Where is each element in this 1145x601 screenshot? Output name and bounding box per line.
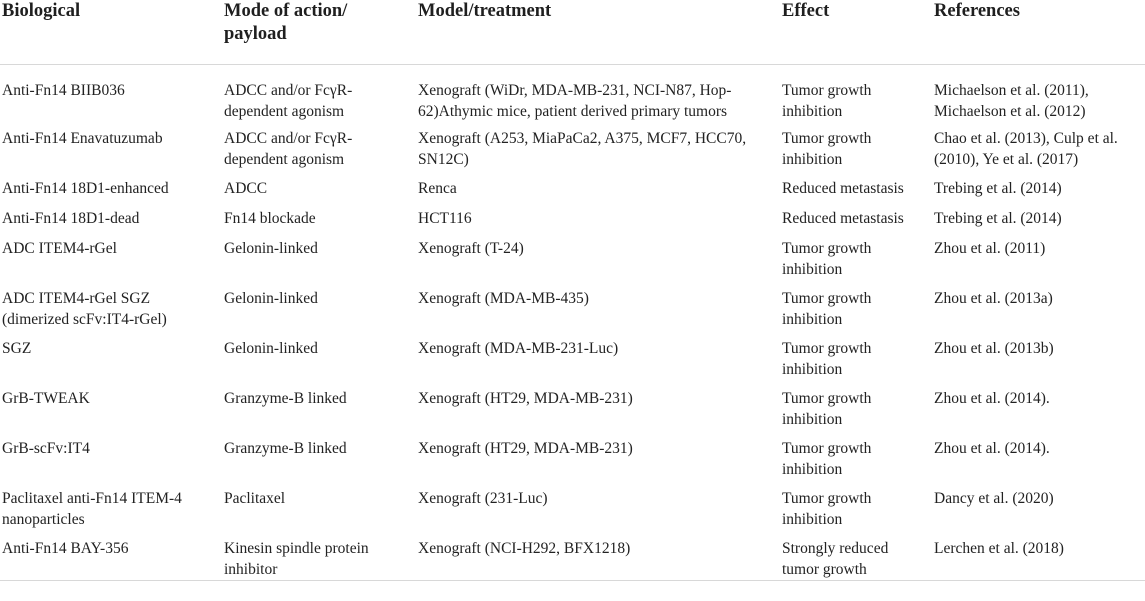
table-row (0, 488, 1145, 538)
table-row (0, 438, 1145, 488)
cell-biological: ADC ITEM4-rGel (2, 240, 117, 257)
table-body (0, 64, 1145, 581)
cell-references: Zhou et al. (2011) (934, 240, 1046, 257)
cell-biological: SGZ (2, 340, 32, 357)
cell-effect: Tumor growth inhibition (782, 340, 872, 378)
table-row (0, 64, 1145, 128)
table-row (0, 288, 1145, 338)
cell-biological: Paclitaxel anti-Fn14 ITEM-4 nanoparticles (2, 490, 182, 528)
cell-references: Chao et al. (2013), Culp et al. (2010), Ye et al. (2017) (934, 130, 1118, 168)
cell-effect: Tumor growth inhibition (782, 440, 872, 478)
cell-biological: Anti-Fn14 BIIB036 (2, 81, 125, 99)
cell-mode: Gelonin-linked (224, 240, 318, 257)
header-biological: Biological (0, 0, 224, 64)
cell-model: Renca (418, 180, 457, 197)
cell-references: Zhou et al. (2014). (934, 390, 1050, 407)
cell-model: Xenograft (MDA-MB-435) (418, 290, 589, 307)
table-row (0, 388, 1145, 438)
cell-mode: Kinesin spindle protein inhibitor (224, 538, 418, 581)
cell-model: Xenograft (HT29, MDA-MB-231) (418, 390, 633, 407)
cell-model: Xenograft (231-Luc) (418, 490, 548, 507)
cell-mode: Gelonin-linked (224, 340, 318, 357)
cell-mode: Granzyme-B linked (224, 390, 347, 407)
cell-biological: GrB-scFv:IT4 (2, 440, 90, 457)
cell-references: Zhou et al. (2014). (934, 440, 1050, 457)
table-header (0, 0, 1145, 64)
cell-mode: ADCC and/or FcγR-dependent agonism (224, 81, 353, 120)
header-row (0, 0, 1145, 64)
cell-references: Zhou et al. (2013a) (934, 290, 1053, 307)
table-row (0, 238, 1145, 288)
cell-effect: Tumor growth inhibition (782, 490, 872, 528)
cell-model: Xenograft (MDA-MB-231-Luc) (418, 340, 619, 357)
cell-model: Xenograft (T-24) (418, 240, 524, 257)
cell-references: Trebing et al. (2014) (934, 210, 1062, 227)
cell-biological: ADC ITEM4-rGel SGZ (dimerized scFv:IT4-rGel) (2, 290, 167, 328)
cell-mode: ADCC (224, 180, 268, 197)
cell-references: Lerchen et al. (2018) (934, 538, 1145, 581)
header-mode-of-action: Mode of action/ payload (224, 0, 418, 64)
header-model-treatment: Model/treatment (418, 0, 782, 64)
cell-effect: Tumor growth inhibition (782, 240, 872, 278)
cell-effect: Tumor growth inhibition (782, 390, 872, 428)
table-row (0, 128, 1145, 178)
cell-references: Zhou et al. (2013b) (934, 340, 1054, 357)
cell-biological: Anti-Fn14 18D1-dead (2, 210, 140, 227)
cell-model: Xenograft (HT29, MDA-MB-231) (418, 440, 633, 457)
cell-effect: Reduced metastasis (782, 180, 904, 197)
cell-effect: Strongly reduced tumor growth (782, 538, 934, 581)
cell-mode: Granzyme-B linked (224, 440, 347, 457)
cell-mode: Paclitaxel (224, 490, 286, 507)
cell-references: Dancy et al. (2020) (934, 490, 1054, 507)
cell-model: HCT116 (418, 210, 472, 227)
cell-effect: Tumor growth inhibition (782, 130, 872, 168)
cell-model: Xenograft (WiDr, MDA-MB-231, NCI-N87, Hop-62)Athymic mice, patient derived primary tumors (418, 81, 732, 120)
cell-effect: Tumor growth inhibition (782, 81, 872, 120)
table-row (0, 538, 1145, 581)
cell-mode: ADCC and/or FcγR-dependent agonism (224, 130, 353, 168)
cell-effect: Tumor growth inhibition (782, 290, 872, 328)
cell-mode: Fn14 blockade (224, 210, 316, 227)
cell-model: Xenograft (A253, MiaPaCa2, A375, MCF7, HCC70, SN12C) (418, 130, 747, 168)
table-row (0, 178, 1145, 208)
cell-model: Xenograft (NCI-H292, BFX1218) (418, 538, 782, 581)
header-effect: Effect (782, 0, 934, 64)
table-row (0, 338, 1145, 388)
cell-references: Michaelson et al. (2011), Michaelson et al. (2012) (934, 81, 1089, 120)
cell-mode: Gelonin-linked (224, 290, 318, 307)
cell-biological: Anti-Fn14 BAY-356 (0, 538, 224, 581)
cell-biological: GrB-TWEAK (2, 390, 90, 407)
cell-references: Trebing et al. (2014) (934, 180, 1062, 197)
table-row (0, 208, 1145, 238)
cell-biological: Anti-Fn14 Enavatuzumab (2, 130, 163, 147)
cell-biological: Anti-Fn14 18D1-enhanced (2, 180, 169, 197)
cell-effect: Reduced metastasis (782, 210, 904, 227)
header-references: References (934, 0, 1145, 64)
